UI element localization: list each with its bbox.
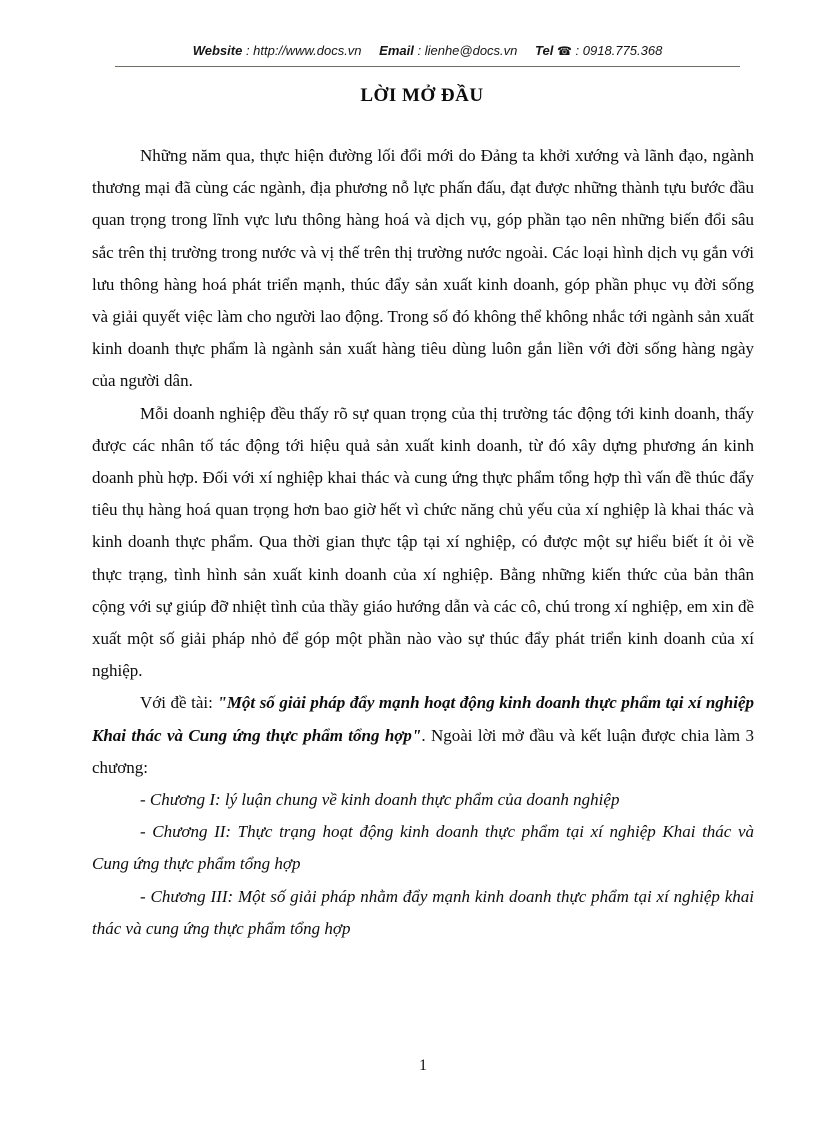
header-tel (535, 43, 662, 58)
email-label: Email (379, 43, 414, 58)
paragraph-thesis (92, 687, 754, 784)
paragraph: Những năm qua, thực hiện đường lối đổi mới do Đảng ta khởi xướng và lãnh đạo, ngành thương mại đã cùng các ngành, địa phương nỗ lực phấn đấu, đạt được những thành tựu bước đầu quan trọng trong lĩnh vực lưu thông hàng hoá và dịch vụ, góp phần tạo nên những biến đổi sâu sắc trên thị trường trong nước và vị thế trên thị trường nước ngoài. Các loại hình dịch vụ gắn với lưu thông hàng hoá phát triển mạnh, thúc đẩy sản xuất kinh doanh, góp phần phục vụ đời sống và giải quyết việc làm cho người lao động. Trong số đó không thể không nhắc tới ngành sản xuất kinh doanh thực phẩm là ngành sản xuất hàng tiêu dùng luôn gắn liền với đời sống hàng ngày của người dân. (92, 146, 754, 391)
chapter-item: - Chương II: Thực trạng hoạt động kinh doanh thực phẩm tại xí nghiệp Khai thác và Cung ứng thực phẩm tổng hợp (92, 822, 754, 874)
page-title: LỜI MỞ ĐẦU (360, 85, 484, 106)
thesis-title-quote: "Một số giải pháp đẩy mạnh hoạt động kinh doanh thực phẩm tại xí nghiệp Khai thác và Cung ứng thực phẩm tổng hợp" (92, 693, 755, 745)
thesis-outro: . Ngoài lời mở đầu và kết luận được chia làm 3 chương: (92, 725, 755, 777)
website-label: Website (192, 43, 243, 58)
page-header (115, 42, 740, 67)
page-number: 1 (419, 1057, 427, 1074)
tel-label: Tel (535, 43, 554, 58)
header-email (379, 43, 517, 58)
phone-icon: ☎ (556, 44, 572, 58)
tel-number: : 0918.775.368 (575, 43, 663, 58)
email-address: : lienhe@docs.vn (417, 43, 518, 58)
title-section (0, 85, 816, 107)
document-body (92, 140, 754, 945)
website-url: : http://www.docs.vn (245, 43, 362, 58)
thesis-intro: Với đề tài: (140, 693, 218, 713)
chapter-item: - Chương III: Một số giải pháp nhằm đẩy mạnh kinh doanh thực phẩm tại xí nghiệp khai thác và cung ứng thực phẩm tổng hợp (92, 886, 754, 938)
paragraph: Mỗi doanh nghiệp đều thấy rõ sự quan trọng của thị trường tác động tới kinh doanh, thấy được các nhân tố tác động tới hiệu quả sản xuất kinh doanh, từ đó xây dựng phương án kinh doanh phù hợp. Đối với xí nghiệp khai thác và cung ứng thực phẩm tổng hợp thì vấn đề thúc đẩy tiêu thụ hàng hoá quan trọng hơn bao giờ hết vì chức năng chủ yếu của xí nghiệp là khai thác và kinh doanh thực phẩm. Qua thời gian thực tập tại xí nghiệp, có được một sự hiểu biết ít ỏi về thực trạng, tình hình sản xuất kinh doanh của xí nghiệp. Bằng những kiến thức của bản thân cộng với sự giúp đỡ nhiệt tình của thầy giáo hướng dẫn và các cô, chú trong xí nghiệp, em xin đề xuất một số giải pháp nhỏ để góp một phần nào vào sự thúc đẩy phát triển kinh doanh của xí nghiệp. (92, 403, 754, 681)
page-footer (92, 1057, 754, 1075)
chapter-item: - Chương I: lý luận chung về kinh doanh thực phẩm của doanh nghiệp (140, 790, 620, 810)
header-website (193, 43, 362, 58)
